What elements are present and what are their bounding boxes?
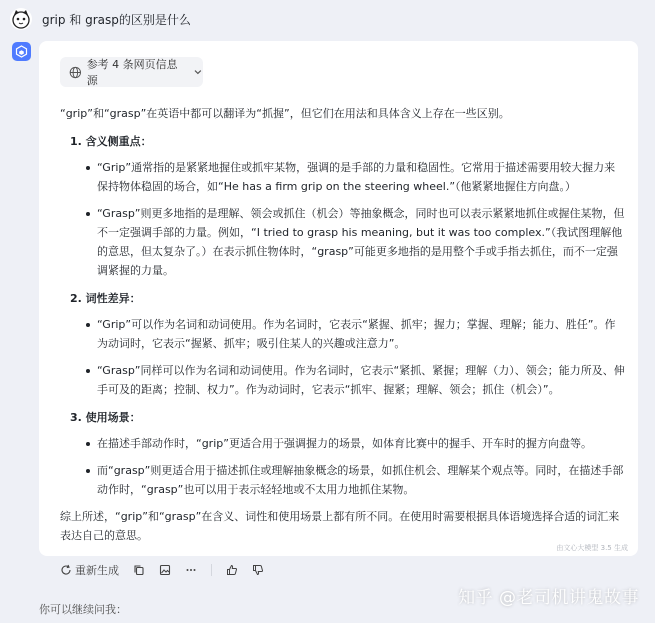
globe-icon xyxy=(69,66,82,79)
thumbs-down-button[interactable] xyxy=(252,564,264,576)
image-icon xyxy=(159,564,171,576)
bullet-list xyxy=(60,158,625,280)
copy-button[interactable] xyxy=(133,564,145,576)
copy-icon xyxy=(133,564,145,576)
list-item: 而“grasp”则更适合用于描述抓住或理解抽象概念的场景，如抓住机会、理解某个观点等。同时，在描述手部动作时，“grasp”也可以用于表示轻轻地或不太用力地抓住某物。 xyxy=(97,461,625,499)
user-message-row xyxy=(10,8,191,30)
thumbs-up-icon xyxy=(226,564,238,576)
regenerate-button[interactable]: 重新生成 xyxy=(60,562,119,578)
list-item: “Grip”可以作为名词和动词使用。作为名词时，它表示“紧握、抓牢；握力；掌握、理解；能力、胜任”。作为动词时，它表示“握紧、抓牢；吸引住某人的兴趣或注意力”。 xyxy=(97,315,625,353)
divider xyxy=(211,564,212,576)
references-label: 参考 4 条网页信息源 xyxy=(86,58,178,87)
cat-avatar-icon xyxy=(10,8,32,30)
chevron-down-icon xyxy=(193,67,203,77)
thumbs-down-icon xyxy=(252,564,264,576)
refresh-icon xyxy=(60,564,72,576)
answer-intro: “grip”和“grasp”在英语中都可以翻译为“抓握”，但它们在用法和具体含义上存在一些区别。 xyxy=(60,107,510,120)
answer-summary: 综上所述，“grip”和“grasp”在含义、词性和使用场景上都有所不同。在使用时需要根据具体语境选择合适的词汇来表达自己的意思。 xyxy=(60,510,620,542)
watermark: 知乎 @老司机讲鬼故事 xyxy=(458,588,639,608)
list-item: “Grasp”同样可以作为名词和动词使用。作为名词时，它表示“紧抓、紧握；理解（力）、领会；能力所及、伸手可及的距离；控制、权力”。作为动词时，它表示“抓牢、握紧；理解、领会；抓住（机会）”。 xyxy=(97,361,625,399)
more-button[interactable] xyxy=(185,564,197,576)
bullet-list xyxy=(60,315,625,399)
thumbs-up-button[interactable] xyxy=(226,564,238,576)
list-item: “Grip”通常指的是紧紧地握住或抓牢某物，强调的是手部的力量和稳固性。它常用于描述需要用较大握力来保持物体稳固的场合，如“He has a firm grip on the steering wheel.”（他紧紧地握住方向盘。） xyxy=(97,158,625,196)
model-note: 由文心大模型 3.5 生成 xyxy=(556,544,628,552)
bullet-list xyxy=(60,434,625,499)
cube-icon xyxy=(12,42,31,61)
references-toggle[interactable] xyxy=(60,57,203,87)
answer-content xyxy=(60,104,625,545)
user-question: grip 和 grasp的区别是什么 xyxy=(42,12,191,27)
continue-prompt: 你可以继续问我： xyxy=(39,603,127,616)
more-dots-icon xyxy=(185,564,197,576)
list-item: 在描述手部动作时，“grip”更适合用于强调握力的场景，如体育比赛中的握手、开车时的握方向盘等。 xyxy=(97,434,625,453)
answer-actions xyxy=(60,562,278,578)
list-item: “Grasp”则更多地指的是理解、领会或抓住（机会）等抽象概念，同时也可以表示紧紧地抓住或握住某物，但不一定强调手部的力量。例如，“I tried to grasp his meaning, but it was too complex.”（我试图理解他的意思，但太复杂了。）在表示抓住物体时，“grasp”可能更多地指的是用整个手或手指去抓住，而不一定强调紧握的力量。 xyxy=(97,204,625,280)
section-title: 1. 含义侧重点： xyxy=(70,135,152,148)
answer-card xyxy=(39,41,638,556)
section-title: 3. 使用场景： xyxy=(70,411,141,424)
section-title: 2. 词性差异： xyxy=(70,292,141,305)
share-image-button[interactable] xyxy=(159,564,171,576)
